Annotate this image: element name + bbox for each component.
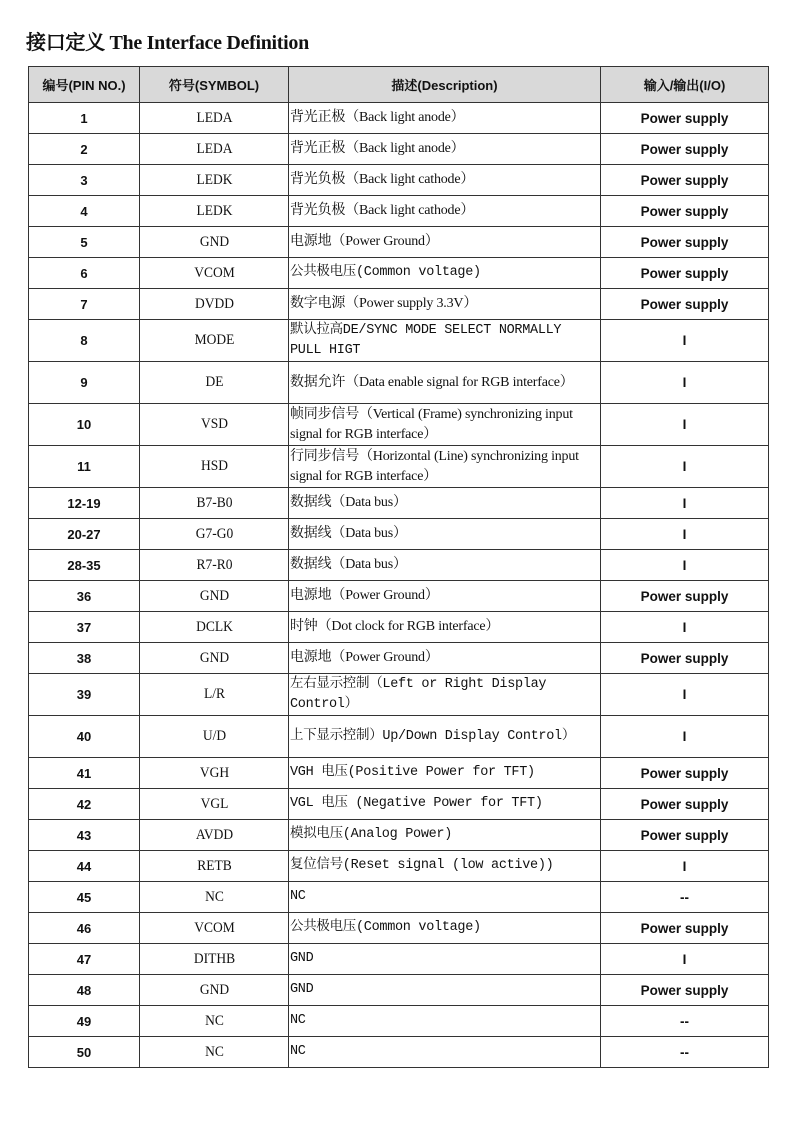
description-cell: 数据线（Data bus） — [289, 488, 601, 519]
symbol-cell: GND — [147, 581, 281, 612]
description-cell: 行同步信号（Horizontal (Line) synchronizing input signal for RGB interface） — [289, 446, 601, 488]
description-cell: GND — [289, 975, 601, 1006]
description-cell: 公共极电压(Common voltage) — [289, 913, 601, 944]
symbol-cell: VCOM — [147, 258, 281, 289]
symbol-cell: GND — [147, 975, 281, 1006]
pin-cell: 46 — [29, 913, 140, 944]
table-row — [29, 612, 769, 643]
description-cell: 时钟（Dot clock for RGB interface） — [289, 612, 601, 643]
symbol-cell: VGL — [147, 789, 281, 820]
symbol-cell: U/D — [147, 716, 281, 758]
description-cell: 电源地（Power Ground） — [289, 581, 601, 612]
io-cell: I — [601, 550, 769, 581]
description-cell: 电源地（Power Ground） — [289, 643, 601, 674]
pin-cell: 43 — [29, 820, 140, 851]
pin-cell: 5 — [29, 227, 140, 258]
description-cell: 背光负极（Back light cathode） — [289, 165, 601, 196]
symbol-cell: NC — [147, 882, 281, 913]
description-cell: 背光负极（Back light cathode） — [289, 196, 601, 227]
description-cell: GND — [289, 944, 601, 975]
header-pin-no: 编号(PIN NO.) — [29, 67, 140, 103]
io-cell: Power supply — [601, 820, 769, 851]
pin-cell: 36 — [29, 581, 140, 612]
table-row — [29, 882, 769, 913]
description-cell: VGH 电压(Positive Power for TFT) — [289, 758, 601, 789]
description-cell: 复位信号(Reset signal (low active)) — [289, 851, 601, 882]
symbol-cell: DVDD — [147, 289, 281, 320]
io-cell: I — [601, 716, 769, 758]
table-row — [29, 227, 769, 258]
table-row — [29, 1006, 769, 1037]
pin-cell: 50 — [29, 1037, 140, 1068]
symbol-cell: G7-G0 — [147, 519, 281, 550]
table-row — [29, 258, 769, 289]
table-row — [29, 716, 769, 758]
table-row — [29, 362, 769, 404]
table-row — [29, 581, 769, 612]
io-cell: Power supply — [601, 643, 769, 674]
io-cell: Power supply — [601, 134, 769, 165]
io-cell: I — [601, 519, 769, 550]
table-row — [29, 820, 769, 851]
io-cell: Power supply — [601, 165, 769, 196]
description-cell: 左右显示控制（Left or Right Display Control） — [289, 674, 601, 716]
symbol-cell: RETB — [147, 851, 281, 882]
table-header-row — [29, 67, 769, 103]
table-row — [29, 446, 769, 488]
symbol-cell: GND — [147, 643, 281, 674]
io-cell: Power supply — [601, 975, 769, 1006]
io-cell: -- — [601, 1006, 769, 1037]
description-cell: 背光正极（Back light anode） — [289, 134, 601, 165]
table-row — [29, 103, 769, 134]
description-cell: NC — [289, 882, 601, 913]
symbol-cell: LEDA — [147, 134, 281, 165]
description-cell: 公共极电压(Common voltage) — [289, 258, 601, 289]
io-cell: I — [601, 404, 769, 446]
table-row — [29, 404, 769, 446]
pin-cell: 49 — [29, 1006, 140, 1037]
io-cell: -- — [601, 882, 769, 913]
table-row — [29, 550, 769, 581]
description-cell: 上下显示控制）Up/Down Display Control） — [289, 716, 601, 758]
io-cell: I — [601, 320, 769, 362]
header-symbol: 符号(SYMBOL) — [140, 67, 289, 103]
symbol-cell: VSD — [147, 404, 281, 446]
description-cell: 模拟电压(Analog Power) — [289, 820, 601, 851]
description-cell: 数据线（Data bus） — [289, 519, 601, 550]
io-cell: Power supply — [601, 289, 769, 320]
io-cell: I — [601, 362, 769, 404]
pin-cell: 8 — [29, 320, 140, 362]
pin-cell: 37 — [29, 612, 140, 643]
table-row — [29, 1037, 769, 1068]
table-row — [29, 196, 769, 227]
table-row — [29, 758, 769, 789]
io-cell: Power supply — [601, 258, 769, 289]
io-cell: Power supply — [601, 227, 769, 258]
symbol-cell: LEDK — [147, 196, 281, 227]
pin-cell: 45 — [29, 882, 140, 913]
table-row — [29, 789, 769, 820]
pin-cell: 4 — [29, 196, 140, 227]
pin-cell: 41 — [29, 758, 140, 789]
description-cell: 数据允许（Data enable signal for RGB interface） — [289, 362, 601, 404]
io-cell: I — [601, 944, 769, 975]
symbol-cell: DE — [147, 362, 281, 404]
pin-cell: 6 — [29, 258, 140, 289]
io-cell: Power supply — [601, 758, 769, 789]
io-cell: Power supply — [601, 103, 769, 134]
symbol-cell: VGH — [147, 758, 281, 789]
description-cell: 数字电源（Power supply 3.3V） — [289, 289, 601, 320]
symbol-cell: DITHB — [147, 944, 281, 975]
symbol-cell: NC — [147, 1006, 281, 1037]
pin-cell: 42 — [29, 789, 140, 820]
table-row — [29, 975, 769, 1006]
page-title: 接口定义 The Interface Definition — [26, 32, 309, 54]
symbol-cell: L/R — [147, 674, 281, 716]
pin-cell: 1 — [29, 103, 140, 134]
symbol-cell: B7-B0 — [147, 488, 281, 519]
symbol-cell: VCOM — [147, 913, 281, 944]
symbol-cell: R7-R0 — [147, 550, 281, 581]
pin-cell: 10 — [29, 404, 140, 446]
description-cell: NC — [289, 1037, 601, 1068]
pin-cell: 12-19 — [29, 488, 140, 519]
description-cell: NC — [289, 1006, 601, 1037]
io-cell: -- — [601, 1037, 769, 1068]
table-row — [29, 320, 769, 362]
pin-cell: 7 — [29, 289, 140, 320]
header-description: 描述(Description) — [289, 67, 601, 103]
pin-cell: 40 — [29, 716, 140, 758]
io-cell: I — [601, 674, 769, 716]
io-cell: Power supply — [601, 581, 769, 612]
table-row — [29, 913, 769, 944]
pin-cell: 39 — [29, 674, 140, 716]
io-cell: Power supply — [601, 789, 769, 820]
table-row — [29, 674, 769, 716]
description-cell: 默认拉高DE/SYNC MODE SELECT NORMALLY PULL HIGT — [289, 320, 601, 362]
symbol-cell: NC — [147, 1037, 281, 1068]
table-row — [29, 488, 769, 519]
pin-cell: 20-27 — [29, 519, 140, 550]
interface-definition-table — [28, 66, 769, 1068]
table-row — [29, 519, 769, 550]
pin-cell: 28-35 — [29, 550, 140, 581]
pin-cell: 9 — [29, 362, 140, 404]
description-cell: 电源地（Power Ground） — [289, 227, 601, 258]
table-row — [29, 944, 769, 975]
io-cell: I — [601, 446, 769, 488]
pin-cell: 47 — [29, 944, 140, 975]
table-body — [29, 103, 769, 1068]
table-row — [29, 289, 769, 320]
io-cell: I — [601, 488, 769, 519]
table-row — [29, 851, 769, 882]
pin-cell: 44 — [29, 851, 140, 882]
table-row — [29, 134, 769, 165]
pin-cell: 11 — [29, 446, 140, 488]
description-cell: VGL 电压 (Negative Power for TFT) — [289, 789, 601, 820]
io-cell: I — [601, 612, 769, 643]
header-io: 输入/输出(I/O) — [601, 67, 769, 103]
symbol-cell: LEDK — [147, 165, 281, 196]
symbol-cell: GND — [147, 227, 281, 258]
pin-cell: 2 — [29, 134, 140, 165]
io-cell: I — [601, 851, 769, 882]
symbol-cell: LEDA — [147, 103, 281, 134]
io-cell: Power supply — [601, 913, 769, 944]
pin-cell: 48 — [29, 975, 140, 1006]
symbol-cell: AVDD — [147, 820, 281, 851]
table-row — [29, 643, 769, 674]
symbol-cell: HSD — [147, 446, 281, 488]
description-cell: 数据线（Data bus） — [289, 550, 601, 581]
io-cell: Power supply — [601, 196, 769, 227]
description-cell: 背光正极（Back light anode） — [289, 103, 601, 134]
symbol-cell: MODE — [147, 320, 281, 362]
table-row — [29, 165, 769, 196]
description-cell: 帧同步信号（Vertical (Frame) synchronizing input signal for RGB interface） — [289, 404, 601, 446]
pin-cell: 3 — [29, 165, 140, 196]
pin-cell: 38 — [29, 643, 140, 674]
symbol-cell: DCLK — [147, 612, 281, 643]
